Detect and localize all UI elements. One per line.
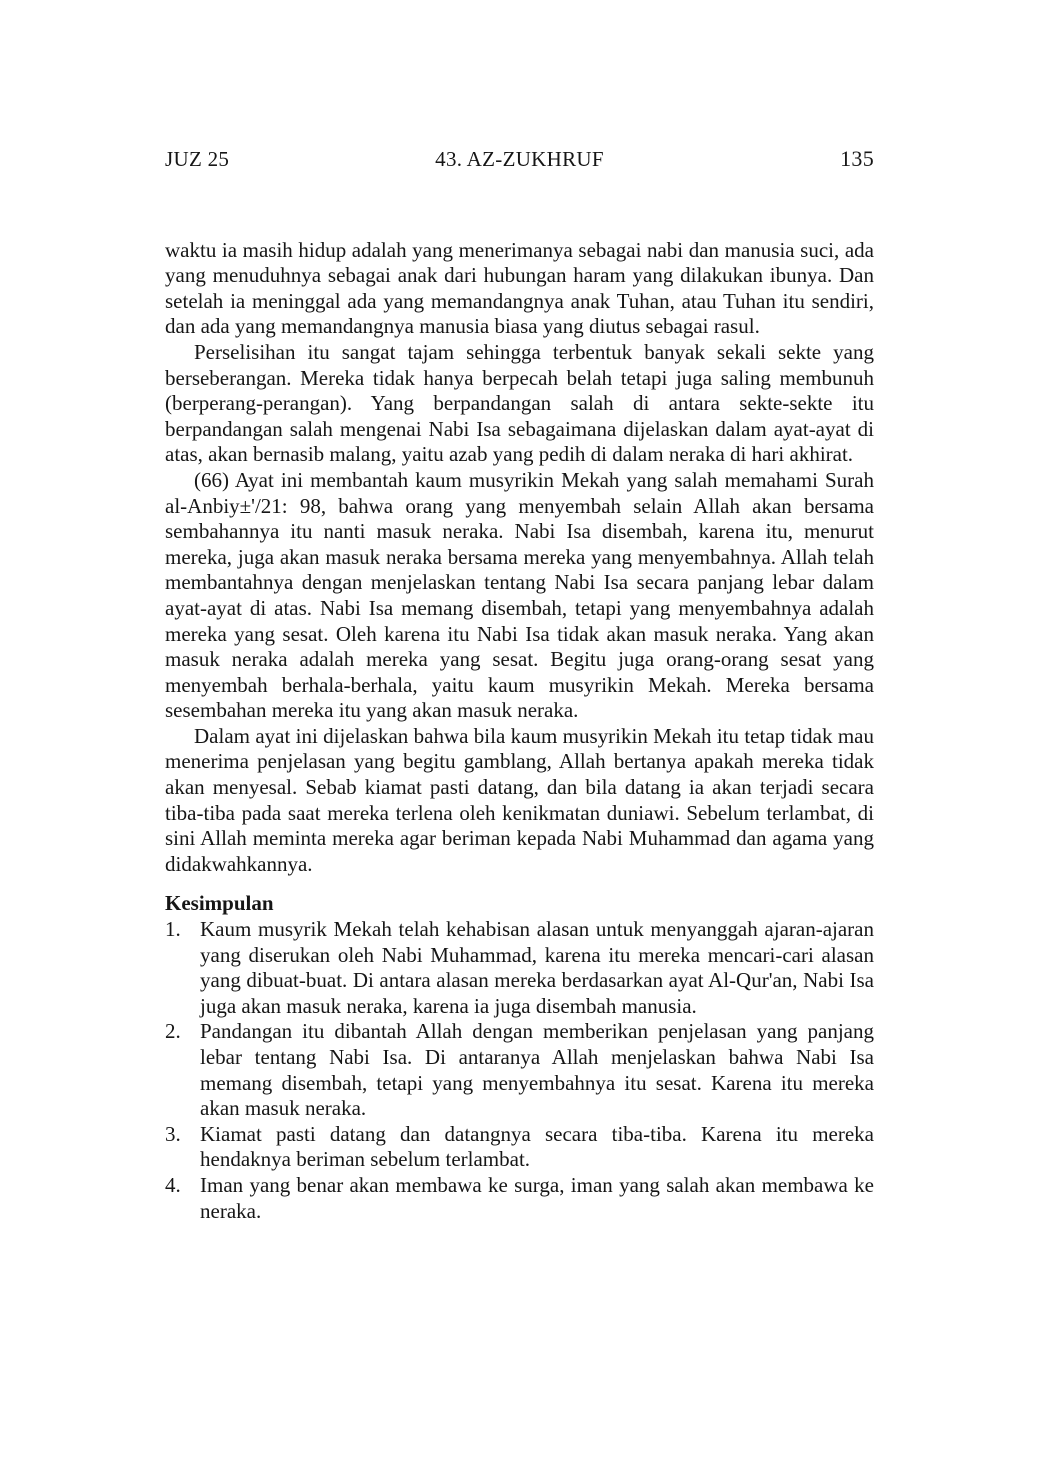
list-item-text: Kiamat pasti datang dan datangnya secara tiba-tiba. Karena itu mereka hendaknya beriman sebelum terlambat. [200,1121,874,1172]
list-item [165,917,874,1019]
paragraph-verse-66-commentary: (66) Ayat ini membantah kaum musyrikin Mekah yang salah memahami Surah al-Anbiy±'/21: 98, bahwa orang yang menyembah selain Allah akan bersama sembahannya itu nanti masuk neraka. Nabi Isa disembah, karena itu, menurut mereka, juga akan masuk neraka bersama mereka yang menyembahnya. Allah telah membantahnya dengan menjelaskan tentang Nabi Isa secara panjang lebar dalam ayat-ayat di atas. Nabi Isa memang disembah, tetapi yang menyembahnya adalah mereka yang sesat. Oleh karena itu Nabi Isa tidak akan masuk neraka. Yang akan masuk neraka adalah mereka yang sesat. Begitu juga orang-orang sesat yang menyembah berhala-berhala, yaitu kaum musyrikin Mekah. Mereka bersama sesembahan mereka itu yang akan masuk neraka. [165,467,874,723]
list-item-text: Pandangan itu dibantah Allah dengan memberikan penjelasan yang panjang lebar tentang Nabi Isa. Di antaranya Allah menjelaskan bahwa Nabi Isa memang disembah, tetapi yang menyembahnya itu sesat. Karena itu mereka akan masuk neraka. [200,1019,874,1121]
body-text [165,238,874,1225]
list-item [165,1122,874,1173]
list-item-number: 3. [165,1121,181,1146]
paragraph: Dalam ayat ini dijelaskan bahwa bila kaum musyrikin Mekah itu tetap tidak mau menerima penjelasan yang begitu gamblang, Allah bertanya apakah mereka tidak akan menyesal. Sebab kiamat pasti datang, dan bila datang ia akan terjadi secara tiba-tiba pada saat mereka terlena oleh kenikmatan duniawi. Sebelum terlambat, di sini Allah meminta mereka agar beriman kepada Nabi Muhammad dan agama yang didakwahkannya. [165,723,874,876]
list-item-text: Iman yang benar akan membawa ke surga, iman yang salah akan membawa ke neraka. [200,1172,874,1223]
list-item [165,1019,874,1121]
list-item-number: 2. [165,1019,181,1044]
list-item [165,1173,874,1224]
list-item-number: 1. [165,917,181,942]
list-item-text: Kaum musyrik Mekah telah kehabisan alasan untuk menyanggah ajaran-ajaran yang diserukan oleh Nabi Muhammad, karena itu mereka mencari-cari alasan yang dibuat-buat. Di antara alasan mereka berdasarkan ayat Al-Qur'an, Nabi Isa juga akan masuk neraka, karena ia juga disembah manusia. [200,917,874,1018]
header-juz-label: JUZ 25 [165,147,230,171]
header-page-number: 135 [840,146,874,171]
page-header [165,146,874,173]
conclusion-list [165,917,874,1224]
paragraph-continuation: waktu ia masih hidup adalah yang menerimanya sebagai nabi dan manusia suci, ada yang menuduhnya sebagai anak dari hubungan haram yang dilakukan ibunya. Dan setelah ia meninggal ada yang memandangnya anak Tuhan, atau Tuhan itu sendiri, dan ada yang memandangnya manusia biasa yang diutus sebagai rasul. [165,237,874,339]
paragraph: Perselisihan itu sangat tajam sehingga terbentuk banyak sekali sekte yang berseberangan. Mereka tidak hanya berpecah belah tetapi juga saling membunuh (berperang-perangan). Yang berpandangan salah di antara sekte-sekte itu berpandangan salah mengenai Nabi Isa sebagaimana dijelaskan dalam ayat-ayat di atas, akan bernasib malang, yaitu azab yang pedih di dalam neraka di hari akhirat. [165,339,874,467]
list-item-number: 4. [165,1172,181,1197]
header-surah-title: 43. AZ-ZUKHRUF [435,147,604,171]
conclusion-heading: Kesimpulan [165,891,274,916]
